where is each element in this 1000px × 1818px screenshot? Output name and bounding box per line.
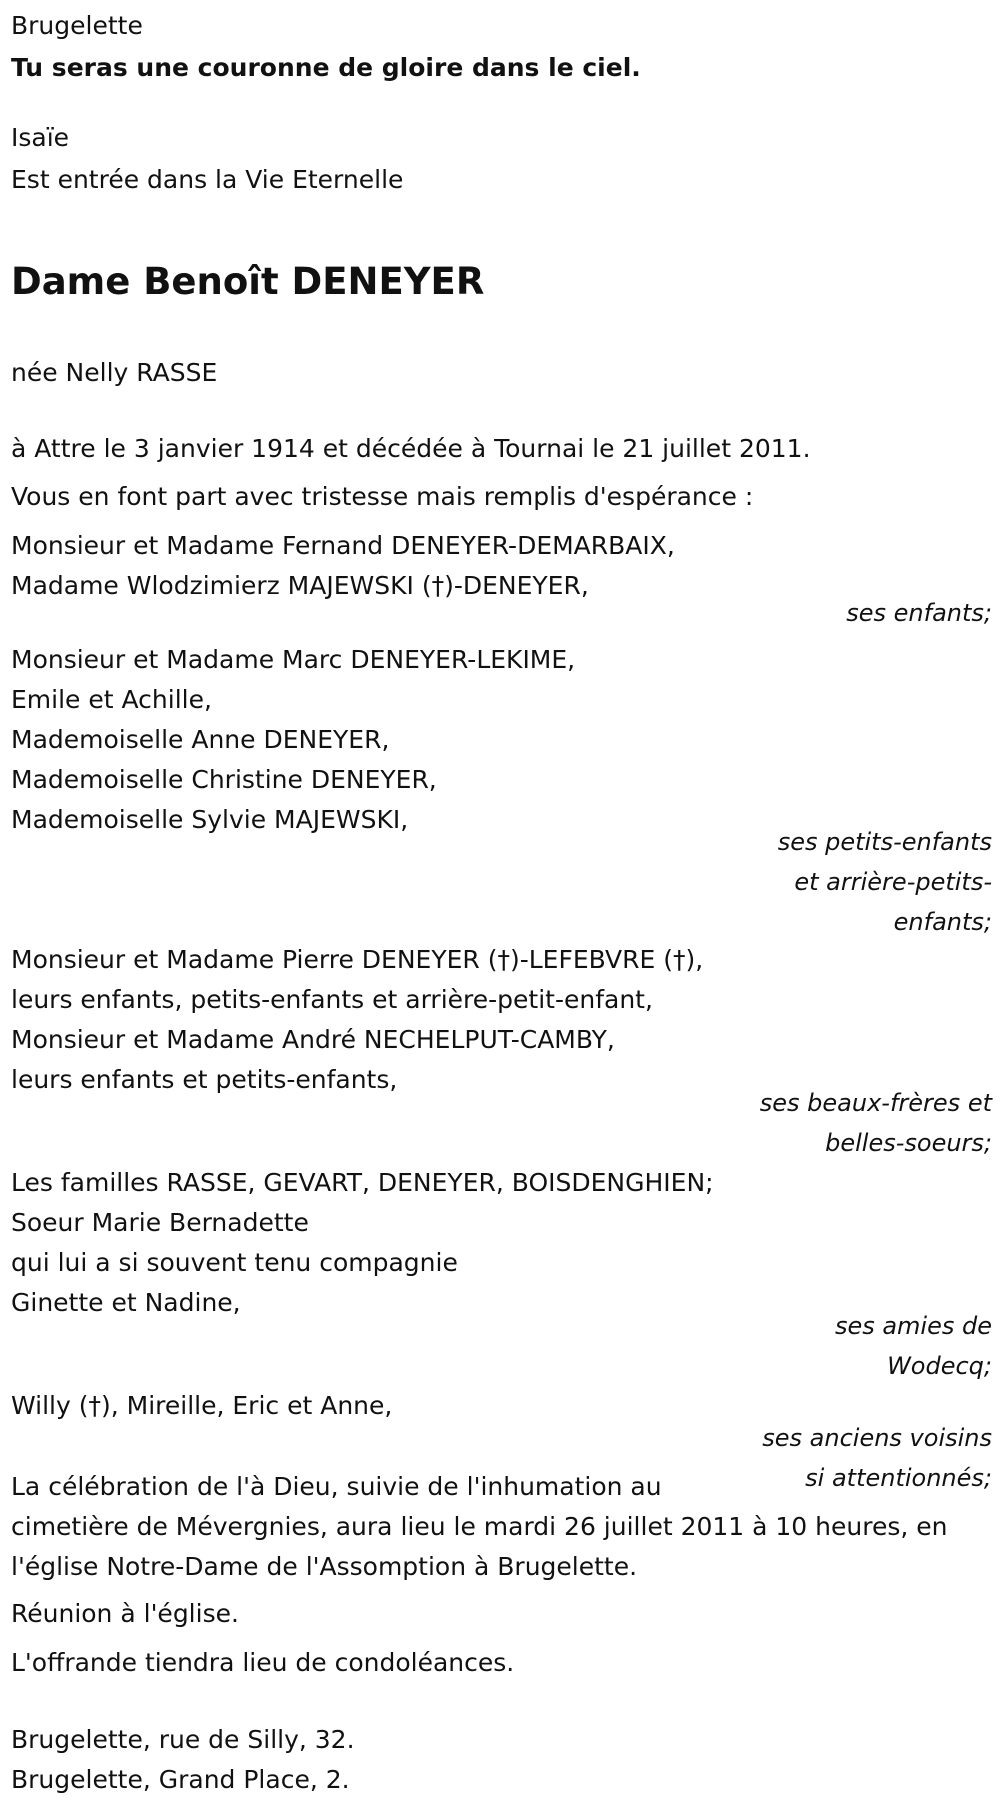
life-dates: à Attre le 3 janvier 1914 et décédée à Tournai le 21 juillet 2011. [11, 434, 811, 463]
relation-line: ses beaux-frères et [759, 1089, 992, 1117]
relation-line: enfants; [893, 908, 992, 936]
family-line: Mademoiselle Anne DENEYER, [11, 725, 390, 754]
family-line: Monsieur et Madame Fernand DENEYER-DEMARBAIX, [11, 531, 675, 560]
family-group-children [11, 526, 675, 606]
citation-source: Isaïe [11, 123, 70, 152]
header-location: Brugelette [11, 11, 143, 40]
relation-line: ses amies de [834, 1312, 992, 1340]
relation-line: Wodecq; [887, 1352, 992, 1380]
relation-line: ses enfants; [846, 599, 992, 627]
ceremony-line: cimetière de Mévergnies, aura lieu le mardi 26 juillet 2011 à 10 heures, en [11, 1512, 948, 1541]
relation-in-laws [760, 1083, 992, 1163]
relation-line: belles-soeurs; [825, 1129, 992, 1157]
relation-line: si attentionnés; [805, 1464, 992, 1492]
ceremony-line: La célébration de l'à Dieu, suivie de l'inhumation au [11, 1472, 662, 1501]
offering-note: L'offrande tiendra lieu de condoléances. [11, 1648, 515, 1677]
family-group-in-laws [11, 940, 703, 1100]
family-line: leurs enfants et petits-enfants, [11, 1065, 398, 1094]
deceased-name: Dame Benoît DENEYER [11, 260, 485, 303]
family-line: Soeur Marie Bernadette [11, 1208, 309, 1237]
ceremony-details [11, 1467, 986, 1587]
announcement: Est entrée dans la Vie Eternelle [11, 165, 404, 194]
birth-name: née Nelly RASSE [11, 358, 218, 387]
address-line: Brugelette, rue de Silly, 32. [11, 1725, 355, 1754]
family-line: Les familles RASSE, GEVART, DENEYER, BOISDENGHIEN; [11, 1168, 714, 1197]
family-group-neighbours [11, 1386, 392, 1426]
motto: Tu seras une couronne de gloire dans le ciel. [11, 53, 641, 82]
relation-line: ses petits-enfants [777, 828, 992, 856]
family-line: Monsieur et Madame Marc DENEYER-LEKIME, [11, 645, 576, 674]
family-line: Emile et Achille, [11, 685, 212, 714]
family-group-grandchildren [11, 640, 575, 840]
family-line: leurs enfants, petits-enfants et arrière-petit-enfant, [11, 985, 653, 1014]
relation-line: et arrière-petits- [794, 868, 992, 896]
relation-children [846, 593, 992, 633]
intro-text: Vous en font part avec tristesse mais remplis d'espérance : [11, 482, 754, 511]
family-line: Monsieur et Madame André NECHELPUT-CAMBY, [11, 1025, 615, 1054]
relation-friends [835, 1306, 992, 1386]
address-line: Brugelette, Grand Place, 2. [11, 1765, 350, 1794]
family-line: Willy (†), Mireille, Eric et Anne, [11, 1391, 393, 1420]
relation-line: ses anciens voisins [762, 1424, 992, 1452]
family-line: Mademoiselle Sylvie MAJEWSKI, [11, 805, 409, 834]
ceremony-line: l'église Notre-Dame de l'Assomption à Brugelette. [11, 1552, 638, 1581]
relation-grandchildren [778, 822, 992, 942]
family-line: Ginette et Nadine, [11, 1288, 241, 1317]
family-line: qui lui a si souvent tenu compagnie [11, 1248, 458, 1277]
family-line: Madame Wlodzimierz MAJEWSKI (†)-DENEYER, [11, 571, 589, 600]
meeting-note: Réunion à l'église. [11, 1599, 239, 1628]
family-line: Mademoiselle Christine DENEYER, [11, 765, 437, 794]
family-line: Monsieur et Madame Pierre DENEYER (†)-LEFEBVRE (†), [11, 945, 704, 974]
family-group-friends [11, 1163, 714, 1323]
